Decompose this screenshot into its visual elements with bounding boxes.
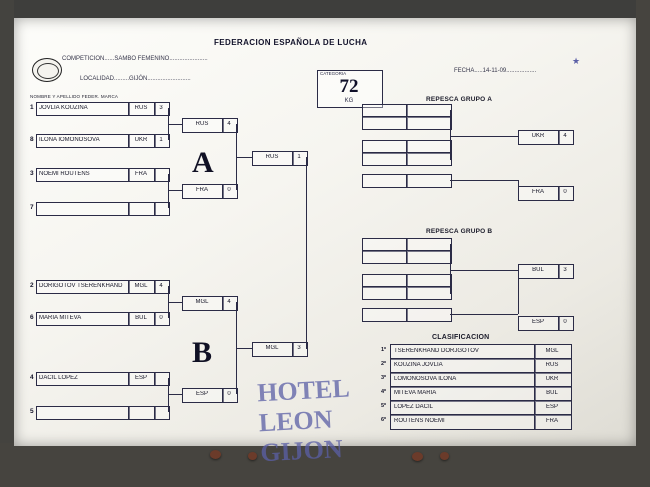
classification-name: TSERENKHAND DORJGOTOV — [394, 348, 479, 354]
tournament-bracket-sheet — [14, 18, 636, 468]
entry-mark: 3 — [159, 105, 163, 111]
repechage-b-result-fed: BUL — [532, 267, 544, 273]
repechage-b-slot — [406, 250, 452, 264]
bracket-connector — [168, 124, 182, 125]
classification-title: CLASIFICACION — [432, 334, 490, 341]
repechage-a-slot — [362, 174, 408, 188]
entry-name: DORIGOTOV TSERENKHAND — [39, 283, 123, 289]
seed-number: 4 — [30, 374, 34, 381]
classification-name: LOPEZ DACIL — [394, 404, 434, 410]
group-b-letter: B — [192, 336, 213, 369]
table-spot — [412, 452, 423, 461]
classification-fed: UKR — [545, 376, 559, 382]
bracket-connector — [168, 302, 182, 303]
date-label: FECHA.....14-11-09.................. — [454, 68, 537, 74]
table-edge-left — [0, 0, 14, 487]
bracket-connector — [450, 244, 451, 294]
bracket-connector — [236, 157, 252, 158]
repechage-b-slot — [362, 308, 408, 322]
classification-name: MITEVA MARIA — [394, 390, 437, 396]
classification-name: ROUTENS NOEMI — [394, 418, 445, 424]
repechage-a-result-mark: 4 — [563, 133, 567, 139]
classification-fed: MGL — [545, 348, 559, 354]
classification-fed: BUL — [546, 390, 558, 396]
bracket-connector — [168, 394, 182, 395]
entry-name: DACIL LOPEZ — [39, 375, 78, 381]
repechage-a-slot — [362, 152, 408, 166]
round2-fed: FRA — [196, 187, 208, 193]
table-spot — [248, 452, 257, 460]
bracket-connector — [450, 180, 518, 181]
seed-number: 8 — [30, 136, 34, 143]
classification-position: 3º — [381, 375, 387, 381]
locality-label: LOCALIDAD.........GIJÓN.......................... — [80, 76, 191, 82]
classification-fed: RUS — [545, 362, 559, 368]
bracket-connector — [450, 136, 464, 137]
classification-name: KOUZINA JOVLIA — [394, 362, 443, 368]
hotel-stamp-watermark: HOTEL LEON GIJON — [256, 373, 349, 468]
semifinal-mark: 1 — [297, 154, 301, 160]
semifinal-fed: MGL — [265, 345, 279, 351]
table-edge-right — [636, 0, 650, 487]
classification-name: LOMONOSOVA ILONA — [394, 376, 457, 382]
classification-position: 5º — [381, 403, 387, 409]
classification-position: 4º — [381, 389, 387, 395]
classification-position: 2º — [381, 361, 387, 367]
table-spot — [210, 450, 221, 459]
bracket-connector — [168, 190, 182, 191]
seed-number: 1 — [30, 104, 34, 111]
repechage-b-slot — [362, 250, 408, 264]
entry-name-box — [36, 202, 130, 216]
seed-number: 2 — [30, 282, 34, 289]
bracket-connector — [450, 110, 451, 160]
entry-fed: MGL — [134, 283, 148, 289]
round2-mark: 0 — [227, 391, 231, 397]
final-connector — [306, 157, 307, 349]
round2-mark: 4 — [227, 121, 231, 127]
bracket-connector — [518, 277, 519, 314]
entry-fed: BUL — [135, 315, 147, 321]
bracket-connector — [450, 270, 518, 271]
repechage-a-result-mark: 0 — [563, 189, 567, 195]
bracket-connector — [168, 378, 169, 412]
round2-mark: 4 — [227, 299, 231, 305]
repechage-b-slot — [362, 286, 408, 300]
repechage-a-title: REPESCA GRUPO A — [426, 96, 493, 103]
repechage-b-result-mark: 0 — [563, 319, 567, 325]
entry-mark: 0 — [159, 315, 163, 321]
repechage-a-result-fed: FRA — [532, 189, 544, 195]
classification-position: 6º — [381, 417, 387, 423]
round2-fed: MGL — [195, 299, 209, 305]
competition-label: COMPETICION......SAMBO FEMENINO....................... — [62, 56, 208, 62]
entry-mark: 4 — [159, 283, 163, 289]
repechage-b-result-fed: ESP — [531, 319, 544, 325]
entry-fed: FRA — [135, 171, 147, 177]
seed-number: 5 — [30, 408, 34, 415]
round2-fed: RUS — [195, 121, 209, 127]
bracket-connector — [518, 180, 519, 186]
classification-position: 1º — [381, 347, 387, 353]
repechage-b-slot — [406, 308, 452, 322]
round2-fed: ESP — [195, 391, 208, 397]
repechage-a-slot — [406, 174, 452, 188]
bracket-connector — [450, 314, 518, 315]
semifinal-mark: 3 — [297, 345, 301, 351]
category-unit: KG — [344, 98, 354, 104]
entry-fed-box — [128, 202, 156, 216]
entry-name: JOVLIA KOUZINA — [39, 105, 88, 111]
repechage-b-title: REPESCA GRUPO B — [426, 228, 493, 235]
table-edge-top — [0, 0, 650, 20]
repechage-a-slot — [362, 116, 408, 130]
entry-name-box — [36, 406, 130, 420]
classification-fed: FRA — [546, 418, 558, 424]
seed-number: 3 — [30, 170, 34, 177]
entry-fed: UKR — [134, 137, 148, 143]
seed-number: 7 — [30, 204, 34, 211]
category-value: 72 — [339, 76, 359, 97]
repechage-a-slot — [406, 116, 452, 130]
entry-name: NOEMI ROUTENS — [39, 171, 90, 177]
federation-logo — [32, 58, 62, 82]
semifinal-fed: RUS — [265, 154, 279, 160]
round2-mark: 0 — [227, 187, 231, 193]
entry-name: ILONA IOMONOSOVA — [39, 137, 100, 143]
sambo-emblem-icon: ★ — [572, 56, 581, 66]
entry-name: MARIA MITEVA — [39, 315, 82, 321]
bracket-connector — [236, 348, 252, 349]
entry-fed: RUS — [134, 105, 148, 111]
entry-fed-box — [128, 406, 156, 420]
bracket-connector — [168, 174, 169, 208]
page-title: FEDERACION ESPAÑOLA DE LUCHA — [214, 38, 368, 47]
repechage-b-result-mark: 3 — [563, 267, 567, 273]
table-spot — [440, 452, 449, 460]
entry-fed: ESP — [134, 375, 147, 381]
seed-number: 6 — [30, 314, 34, 321]
entry-mark: 1 — [159, 137, 163, 143]
category-label: CATEGORIA — [320, 71, 347, 76]
repechage-a-slot — [406, 152, 452, 166]
column-headers: NOMBRE Y APELLIDO FEDER. MARCA — [30, 94, 119, 99]
repechage-a-result-fed: UKR — [531, 133, 545, 139]
group-a-letter: A — [192, 146, 214, 179]
classification-fed: ESP — [545, 404, 558, 410]
bracket-connector — [464, 136, 518, 137]
repechage-b-slot — [406, 286, 452, 300]
